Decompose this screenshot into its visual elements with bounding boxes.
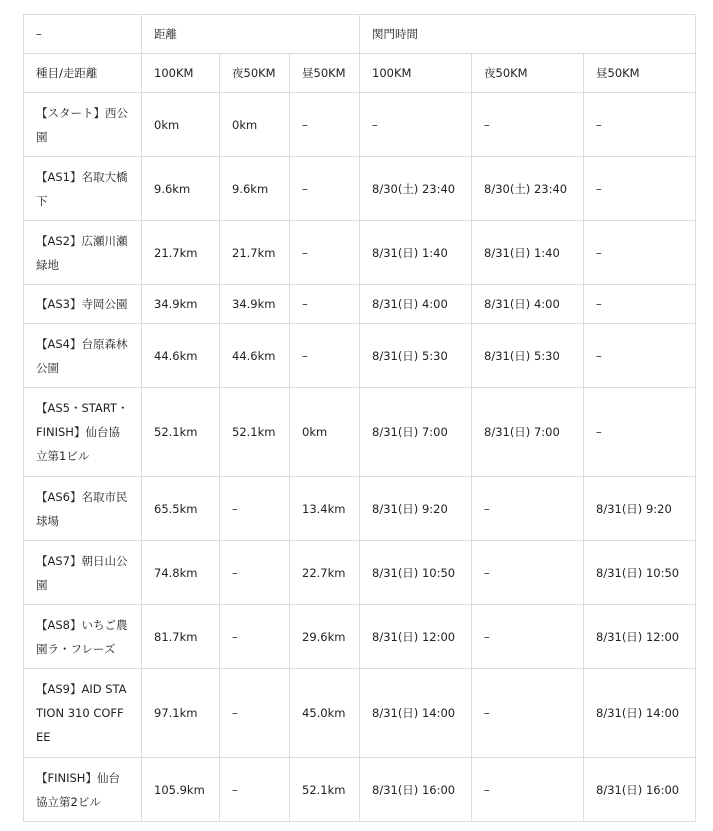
table-cell: 81.7km — [142, 605, 220, 669]
subheader-cell: 種目/走距離 — [24, 54, 142, 93]
subheader-cell: 夜50KM — [472, 54, 584, 93]
checkpoint-name: 【AS7】朝日山公園 — [24, 541, 142, 605]
table-cell: 52.1km — [142, 388, 220, 477]
table-cell: 8/31(日) 4:00 — [472, 285, 584, 324]
table-row — [24, 285, 696, 324]
table-cell: 65.5km — [142, 477, 220, 541]
subheader-row — [24, 54, 696, 93]
table-cell: 8/31(日) 1:40 — [360, 221, 472, 285]
table-cell: 8/31(日) 4:00 — [360, 285, 472, 324]
table-cell: – — [472, 477, 584, 541]
header-distance: 距離 — [142, 15, 360, 54]
table-cell: – — [584, 285, 696, 324]
table-cell: 9.6km — [142, 157, 220, 221]
table-cell: 8/31(日) 10:50 — [360, 541, 472, 605]
table-cell: 8/31(日) 10:50 — [584, 541, 696, 605]
subheader-cell: 夜50KM — [220, 54, 290, 93]
table-cell: 34.9km — [142, 285, 220, 324]
subheader-cell: 100KM — [142, 54, 220, 93]
table-cell: 8/31(日) 16:00 — [584, 758, 696, 822]
table-cell: 44.6km — [220, 324, 290, 388]
table-cell: – — [472, 669, 584, 758]
table-cell: 74.8km — [142, 541, 220, 605]
subheader-cell: 100KM — [360, 54, 472, 93]
table-cell: 97.1km — [142, 669, 220, 758]
table-row — [24, 157, 696, 221]
table-cell: 8/31(日) 16:00 — [360, 758, 472, 822]
table-cell: 8/31(日) 12:00 — [360, 605, 472, 669]
table-cell: 8/31(日) 12:00 — [584, 605, 696, 669]
table-cell: – — [584, 221, 696, 285]
table-cell: 52.1km — [220, 388, 290, 477]
table-cell: – — [360, 93, 472, 157]
table-cell: 8/31(日) 7:00 — [360, 388, 472, 477]
table-cell: 8/31(日) 5:30 — [472, 324, 584, 388]
table-row — [24, 605, 696, 669]
table-cell: – — [290, 157, 360, 221]
table-cell: – — [472, 605, 584, 669]
table-cell: 34.9km — [220, 285, 290, 324]
header-row — [24, 15, 696, 54]
table-cell: – — [290, 285, 360, 324]
table-cell: 8/31(日) 1:40 — [472, 221, 584, 285]
table-cell: – — [584, 93, 696, 157]
checkpoint-name: 【AS3】寺岡公園 — [24, 285, 142, 324]
table-row — [24, 669, 696, 758]
checkpoint-name: 【AS9】AID STATION 310 COFFEE — [24, 669, 142, 758]
table-cell: – — [584, 157, 696, 221]
table-row — [24, 758, 696, 822]
table-row — [24, 477, 696, 541]
checkpoint-name: 【AS5・START・FINISH】仙台協立第1ビル — [24, 388, 142, 477]
table-cell: 44.6km — [142, 324, 220, 388]
table-cell: 8/31(日) 7:00 — [472, 388, 584, 477]
table-cell: – — [472, 758, 584, 822]
table-cell: – — [584, 324, 696, 388]
subheader-cell: 昼50KM — [290, 54, 360, 93]
table-cell: – — [472, 93, 584, 157]
table-cell: 52.1km — [290, 758, 360, 822]
table-cell: – — [220, 605, 290, 669]
cutoff-table — [23, 14, 696, 822]
checkpoint-name: 【AS4】台原森林公園 — [24, 324, 142, 388]
table-cell: – — [584, 388, 696, 477]
table-cell: 0km — [290, 388, 360, 477]
table-row — [24, 388, 696, 477]
checkpoint-name: 【AS2】広瀬川瀬緑地 — [24, 221, 142, 285]
header-cutoff: 関門時間 — [360, 15, 696, 54]
table-row — [24, 93, 696, 157]
subheader-cell: 昼50KM — [584, 54, 696, 93]
checkpoint-name: 【スタート】西公園 — [24, 93, 142, 157]
table-cell: – — [290, 93, 360, 157]
table-cell: 8/30(土) 23:40 — [360, 157, 472, 221]
table-cell: 22.7km — [290, 541, 360, 605]
table-cell: 8/31(日) 9:20 — [360, 477, 472, 541]
table-cell: 45.0km — [290, 669, 360, 758]
table-cell: 105.9km — [142, 758, 220, 822]
table-cell: – — [472, 541, 584, 605]
table-cell: 8/31(日) 14:00 — [584, 669, 696, 758]
table-cell: 8/31(日) 9:20 — [584, 477, 696, 541]
table-cell: 0km — [142, 93, 220, 157]
table-cell: 29.6km — [290, 605, 360, 669]
table-cell: 8/31(日) 14:00 — [360, 669, 472, 758]
table-cell: 8/31(日) 5:30 — [360, 324, 472, 388]
table-cell: – — [290, 221, 360, 285]
table-cell: 9.6km — [220, 157, 290, 221]
header-corner: – — [24, 15, 142, 54]
table-cell: – — [220, 477, 290, 541]
table-row — [24, 324, 696, 388]
checkpoint-name: 【FINISH】仙台協立第2ビル — [24, 758, 142, 822]
table-cell: 8/30(土) 23:40 — [472, 157, 584, 221]
table-cell: 13.4km — [290, 477, 360, 541]
checkpoint-name: 【AS1】名取大橋下 — [24, 157, 142, 221]
table-row — [24, 221, 696, 285]
table-cell: – — [290, 324, 360, 388]
table-cell: 0km — [220, 93, 290, 157]
table-cell: 21.7km — [142, 221, 220, 285]
table-cell: 21.7km — [220, 221, 290, 285]
checkpoint-name: 【AS6】名取市民球場 — [24, 477, 142, 541]
table-cell: – — [220, 758, 290, 822]
checkpoint-name: 【AS8】いちご農園ラ・フレーズ — [24, 605, 142, 669]
table-cell: – — [220, 541, 290, 605]
table-row — [24, 541, 696, 605]
table-cell: – — [220, 669, 290, 758]
